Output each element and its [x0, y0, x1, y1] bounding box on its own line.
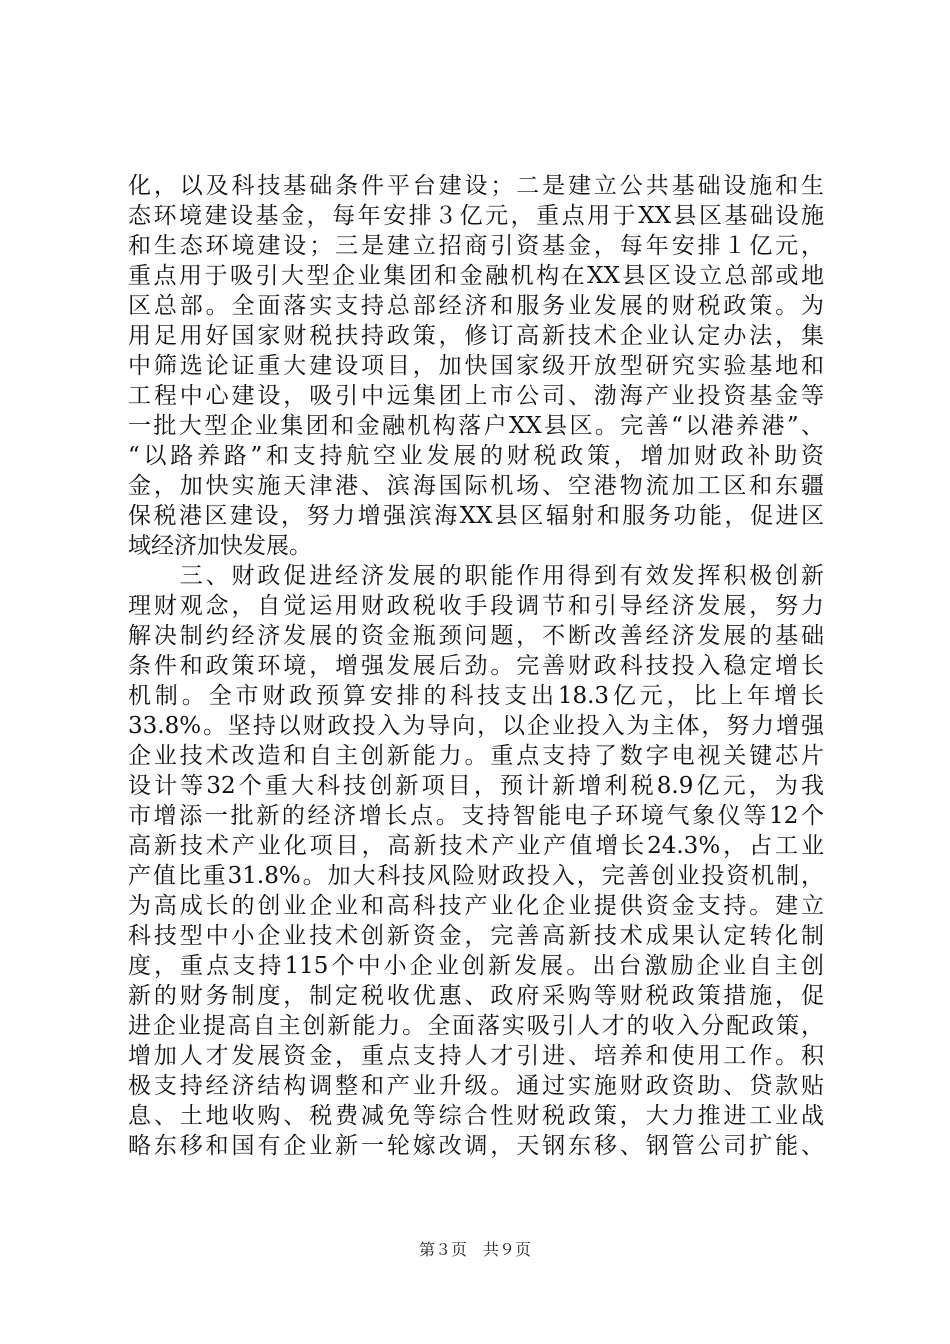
text-line: 工程中心建设，吸引中远集团上市公司、渤海产业投资基金等 — [128, 383, 824, 409]
text-line: 企业技术改造和自主创新能力。重点支持了数字电视关键芯片 — [128, 743, 824, 769]
text-line: 中筛选论证重大建设项目，加快国家级开放型研究实验基地和 — [128, 353, 824, 379]
text-line: 理财观念，自觉运用财政税收手段调节和引导经济发展，努力 — [128, 593, 824, 619]
text-line: “以路养路”和支持航空业发展的财税政策，增加财政补助资 — [128, 443, 824, 469]
text-line: 新的财务制度，制定税收优惠、政府采购等财税政策措施，促 — [128, 983, 824, 1009]
text-line: 市增添一批新的经济增长点。支持智能电子环境气象仪等12个 — [128, 803, 824, 829]
text-line: 度，重点支持115个中小企业创新发展。出台激励企业自主创 — [128, 953, 824, 979]
text-line: 33.8%。坚持以财政投入为导向，以企业投入为主体，努力增强 — [128, 713, 824, 739]
text-line: 解决制约经济发展的资金瓶颈问题，不断改善经济发展的基础 — [128, 623, 824, 649]
text-line: 机制。全市财政预算安排的科技支出18.3亿元，比上年增长 — [128, 683, 824, 709]
text-line: 设计等32个重大科技创新项目，预计新增利税8.9亿元，为我 — [128, 773, 824, 799]
text-line: 产值比重31.8%。加大科技风险财政投入，完善创业投资机制， — [128, 863, 824, 889]
text-line: 一批大型企业集团和金融机构落户XX县区。完善“以港养港”、 — [128, 413, 824, 439]
text-line: 条件和政策环境，增强发展后劲。完善财政科技投入稳定增长 — [128, 653, 824, 679]
page-footer: 第３页 共９页 — [418, 1240, 531, 1259]
text-line: 科技型中小企业技术创新资金，完善高新技术成果认定转化制 — [128, 923, 824, 949]
text-line: 进企业提高自主创新能力。全面落实吸引人才的收入分配政策， — [128, 1013, 824, 1039]
text-line: 三、财政促进经济发展的职能作用得到有效发挥积极创新 — [128, 563, 824, 589]
text-line: 略东移和国有企业新一轮嫁改调，天钢东移、钢管公司扩能、 — [128, 1133, 824, 1159]
body-text — [128, 171, 824, 1161]
text-line: 金，加快实施天津港、滨海国际机场、空港物流加工区和东疆 — [128, 473, 824, 499]
text-line: 态环境建设基金，每年安排３亿元，重点用于XX县区基础设施 — [128, 203, 824, 229]
text-line: 区总部。全面落实支持总部经济和服务业发展的财税政策。为 — [128, 293, 824, 319]
text-line: 域经济加快发展。 — [128, 533, 312, 559]
text-line: 息、土地收购、税费减免等综合性财税政策，大力推进工业战 — [128, 1103, 824, 1129]
text-line: 为高成长的创业企业和高科技产业化企业提供资金支持。建立 — [128, 893, 824, 919]
text-line: 保税港区建设，努力增强滨海XX县区辐射和服务功能，促进区 — [128, 503, 824, 529]
text-line: 和生态环境建设；三是建立招商引资基金，每年安排１亿元， — [128, 233, 824, 259]
text-line: 用足用好国家财税扶持政策，修订高新技术企业认定办法，集 — [128, 323, 824, 349]
text-line: 极支持经济结构调整和产业升级。通过实施财政资助、贷款贴 — [128, 1073, 824, 1099]
text-line: 高新技术产业化项目，高新技术产业产值增长24.3%，占工业 — [128, 833, 824, 859]
text-line: 重点用于吸引大型企业集团和金融机构在XX县区设立总部或地 — [128, 263, 824, 289]
text-line: 增加人才发展资金，重点支持人才引进、培养和使用工作。积 — [128, 1043, 824, 1069]
text-line: 化，以及科技基础条件平台建设；二是建立公共基础设施和生 — [128, 173, 824, 199]
